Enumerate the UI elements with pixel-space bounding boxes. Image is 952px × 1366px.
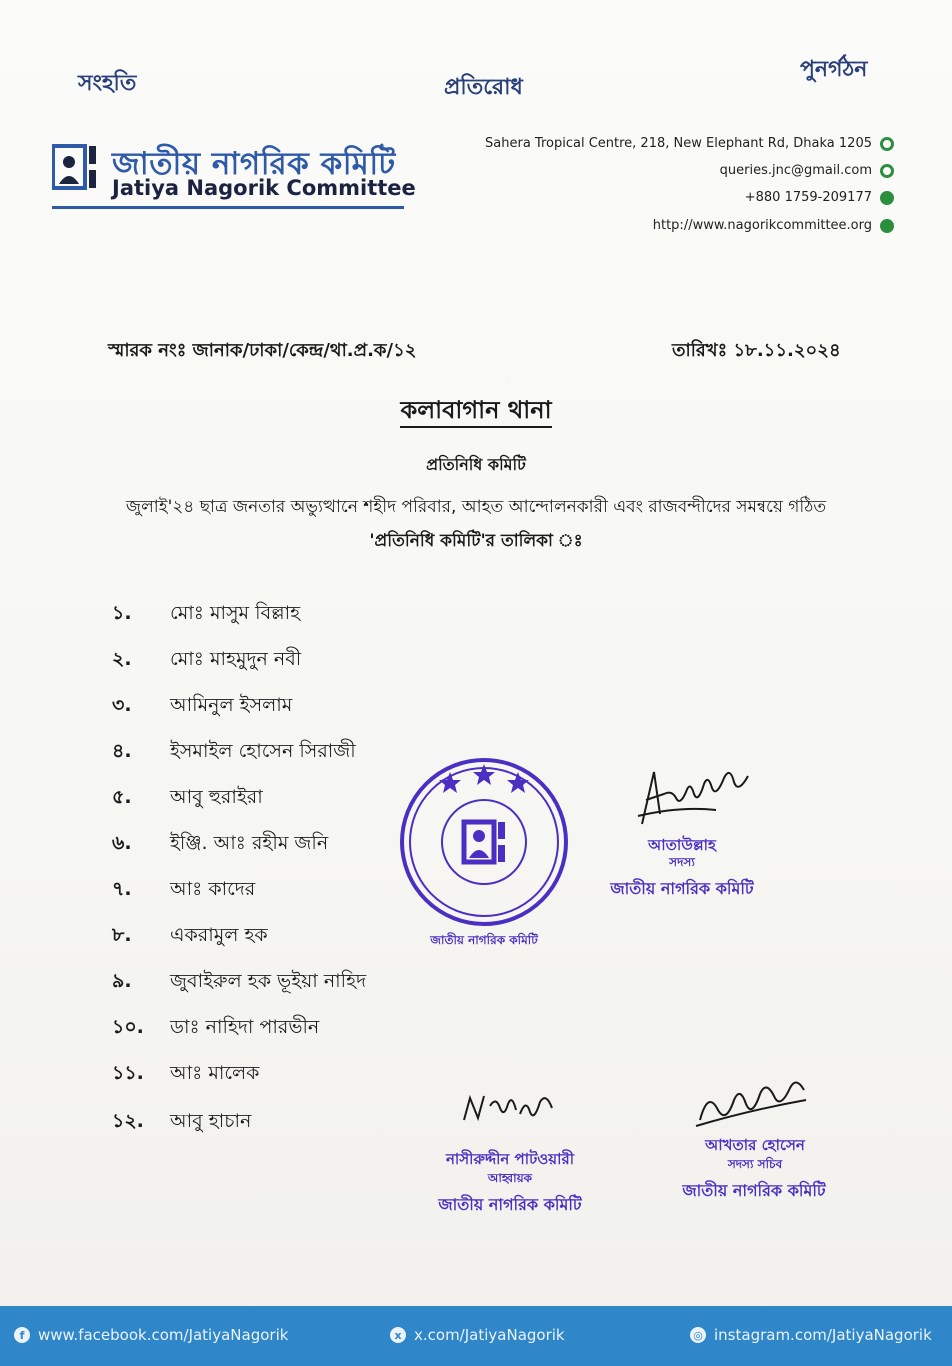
- signatory-2-org: জাতীয় নাগরিক কমিটি: [438, 1195, 582, 1214]
- email-icon: [880, 164, 894, 178]
- seal-text: জাতীয় নাগরিক কমিটি: [430, 933, 538, 947]
- signatory-2-name: নাসীরুদ্দীন পাটওয়ারী: [445, 1150, 575, 1168]
- signatory-1-org: জাতীয় নাগরিক কমিটি: [610, 879, 754, 898]
- member-name: আঃ কাদের: [170, 878, 256, 900]
- facebook-icon: f: [14, 1327, 30, 1343]
- memo-reference: স্মারক নংঃ জানাক/ঢাকা/কেন্দ্র/থা.প্র.ক/১২: [108, 340, 417, 361]
- signatory-2-role: আহ্বায়ক: [487, 1171, 533, 1185]
- member-name: একরামুল হক: [170, 924, 268, 946]
- contact-email: [720, 163, 894, 178]
- footer-instagram[interactable]: [690, 1326, 932, 1344]
- member-name: মোঃ মাহমুদুন নবী: [170, 648, 302, 670]
- member-name: আবু হাচান: [170, 1110, 252, 1132]
- signatory-3-role: সদস্য সচিব: [727, 1157, 783, 1171]
- intro-line-1: জুলাই'২৪ ছাত্র জনতার অভ্যুত্থানে শহীদ পরিবার, আহত আন্দোলনকারী এবং রাজবন্দীদের সমন্বয়ে গঠিত: [125, 497, 827, 517]
- signature-3: [690, 1070, 820, 1132]
- member-name: আঃ মালেক: [170, 1062, 260, 1084]
- member-number: ৫.: [112, 786, 132, 808]
- signature-2: [456, 1084, 566, 1134]
- facebook-link-text: www.facebook.com/JatiyaNagorik: [38, 1326, 289, 1344]
- star-icon: [439, 772, 461, 793]
- footer-bar: [0, 1306, 952, 1366]
- x-icon: x: [390, 1327, 406, 1343]
- member-name: মোঃ মাসুম বিল্লাহ: [170, 602, 301, 624]
- signatory-3-name: আখতার হোসেন: [705, 1136, 805, 1154]
- member-number: ৮.: [112, 924, 132, 946]
- member-number: ৪.: [112, 740, 132, 762]
- organization-logo: [52, 140, 416, 212]
- member-name: ইঞ্জি. আঃ রহীম জনি: [170, 832, 329, 854]
- member-number: ৩.: [112, 694, 132, 716]
- star-icon: [507, 772, 529, 793]
- title-text: কলাবাগান থানা: [400, 396, 551, 428]
- logo-bengali-name: জাতীয় নাগরিক কমিটি: [112, 146, 396, 182]
- signature-1: [620, 754, 770, 834]
- list-item: [112, 922, 268, 952]
- member-name: ডাঃ নাহিদা পারভীন: [170, 1016, 320, 1038]
- list-item: [112, 784, 263, 814]
- member-number: ২.: [112, 648, 132, 670]
- member-number: ৯.: [112, 970, 132, 992]
- member-name: জুবাইরুল হক ভূইয়া নাহিদ: [170, 970, 367, 992]
- phone-text: +880 1759-209177: [744, 190, 872, 205]
- logo-icon: [52, 142, 98, 192]
- logo-underline: [52, 206, 404, 209]
- official-seal: [398, 756, 570, 928]
- member-number: ১০.: [112, 1016, 144, 1038]
- list-item: [112, 1060, 259, 1090]
- list-item: [112, 830, 328, 860]
- signatory-3-org: জাতীয় নাগরিক কমিটি: [682, 1181, 826, 1200]
- slogan-left: সংহতি: [78, 70, 137, 96]
- member-name: ইসমাইল হোসেন সিরাজী: [170, 740, 356, 762]
- member-number: ১১.: [112, 1062, 144, 1084]
- member-name: আমিনুল ইসলাম: [170, 694, 293, 716]
- x-link-text: x.com/JatiyaNagorik: [414, 1326, 565, 1344]
- memo-date: তারিখঃ ১৮.১১.২০২৪: [672, 340, 841, 361]
- list-item: [112, 1108, 251, 1138]
- signatory-1-role: সদস্য: [669, 855, 695, 869]
- phone-icon: [880, 191, 894, 205]
- address-text: Sahera Tropical Centre, 218, New Elephant Rd, Dhaka 1205: [485, 136, 872, 151]
- intro-line-2: 'প্রতিনিধি কমিটি'র তালিকা ঃ: [369, 531, 583, 551]
- list-item: [112, 646, 301, 676]
- member-name: আবু হুরাইরা: [170, 786, 263, 808]
- globe-icon: [880, 219, 894, 233]
- list-item: [112, 692, 292, 722]
- contact-website: [653, 218, 894, 233]
- contact-phone: [745, 190, 894, 205]
- footer-facebook[interactable]: [14, 1326, 288, 1344]
- star-icon: [473, 764, 495, 785]
- member-number: ৭.: [112, 878, 132, 900]
- email-text: queries.jnc@gmail.com: [719, 163, 872, 178]
- list-item: [112, 1014, 319, 1044]
- page-subtitle: প্রতিনিধি কমিটি: [426, 455, 526, 474]
- list-item: [112, 738, 356, 768]
- member-number: ১.: [112, 602, 132, 624]
- member-number: ৬.: [112, 832, 132, 854]
- list-item: [112, 876, 255, 906]
- list-item: [112, 968, 366, 998]
- logo-english-name: Jatiya Nagorik Committee: [112, 176, 416, 200]
- instagram-icon: ◎: [690, 1327, 706, 1343]
- instagram-link-text: instagram.com/JatiyaNagorik: [714, 1326, 932, 1344]
- location-icon: [880, 137, 894, 151]
- contact-address: [485, 136, 894, 151]
- list-item: [112, 600, 300, 630]
- footer-x[interactable]: [390, 1326, 565, 1344]
- signatory-1-name: আতাউল্লাহ: [648, 836, 716, 854]
- slogan-center: প্রতিরোধ: [444, 74, 523, 100]
- website-text: http://www.nagorikcommittee.org: [652, 218, 872, 233]
- member-number: ১২.: [112, 1110, 144, 1132]
- slogan-right: পুনর্গঠন: [800, 56, 868, 82]
- page-title: [0, 392, 952, 432]
